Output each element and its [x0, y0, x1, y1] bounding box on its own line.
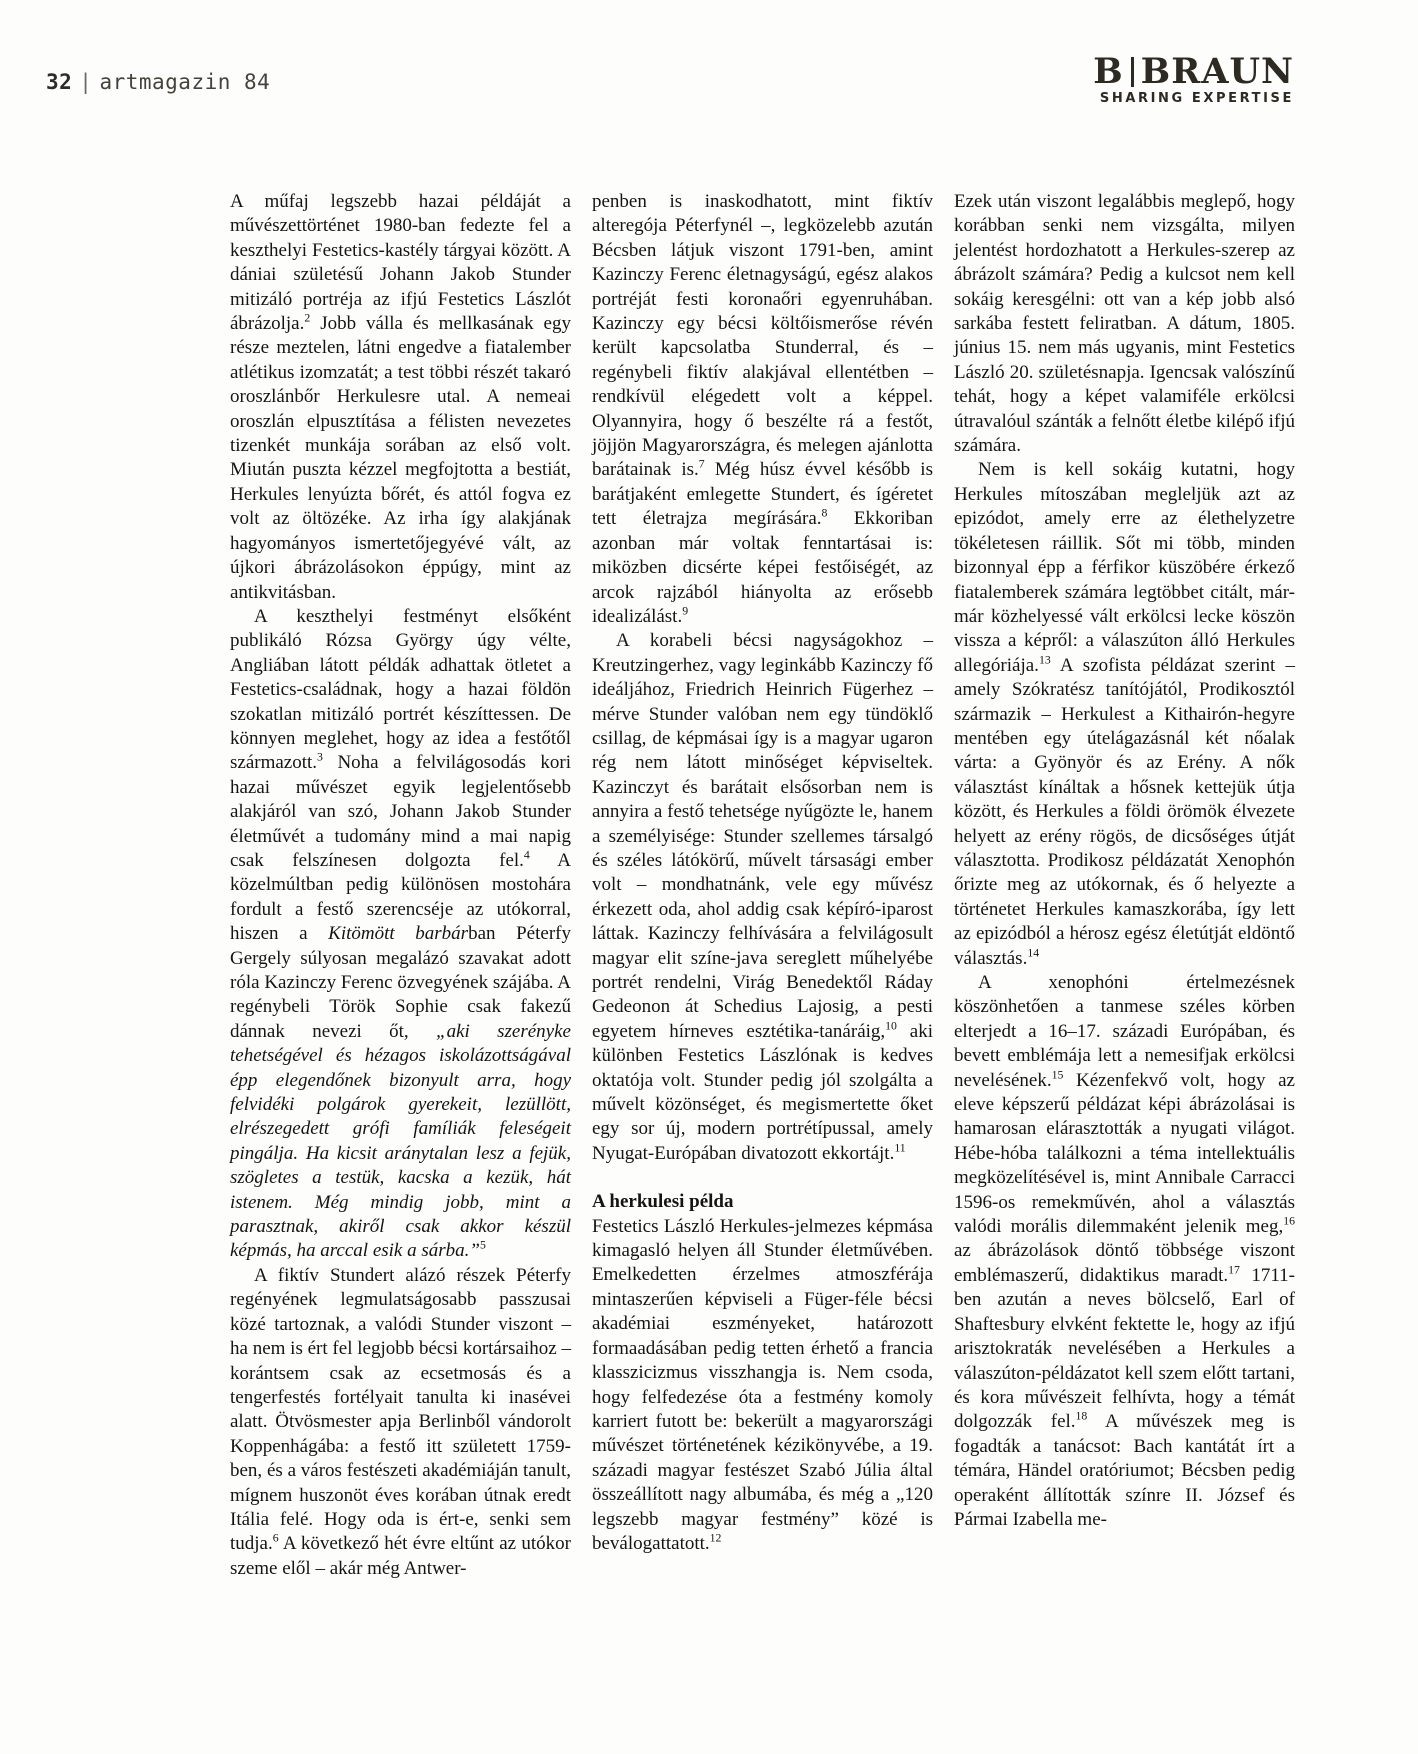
folio-separator: | — [79, 70, 93, 94]
paragraph — [592, 629, 933, 1166]
text-column — [230, 190, 571, 1581]
footnote-marker: 7 — [698, 458, 705, 472]
text-segment: Nem is kell sokáig kutatni, hogy Herkules mítoszában megleljük azt az epizódot, amely erre az élethelyzetre tökéletesen ráillik. Sőt mi több, minden bizonnyal épp a férfikor küszöbére érkező fiatalemberek számára legtöbbet citált, már-már közhelyessé vált erkölcsi lecke köszön vissza a képről: a válaszúton álló Herkules allegóriája. — [954, 459, 1295, 676]
text-segment: A következő hét évre eltűnt az utókor szeme elől – akár még Antwer- — [230, 1533, 571, 1579]
text-segment: A keszthelyi festményt elsőként publikáló Rózsa György úgy vélte, Angliában látott példák adhattak ötletet a Festetics-családnak, hogy a hazai földön szokatlan mitizáló portrét készíttessen. De könnyen meglehet, hogy az idea a festőtől származott. — [230, 605, 571, 774]
footnote-marker: 16 — [1283, 1214, 1295, 1228]
bbraun-logo-tagline: SHARING EXPERTISE — [1099, 91, 1294, 106]
footnote-marker: 14 — [1027, 946, 1040, 960]
text-segment: A közelmúltban pedig különösen mostohára fordult a festő szerencséje az utókorral, hiszen a — [230, 849, 571, 945]
bbraun-logo-b: B — [1093, 51, 1124, 92]
footnote-marker: 17 — [1228, 1263, 1240, 1277]
text-segment: Ekkoriban azonban már voltak fenntartásai is: miközben dicsérte képei festőiségét, az arcok rajzából hiányolta az erősebb idealizálást. — [592, 508, 933, 627]
footnote-marker: 9 — [682, 604, 689, 618]
text-segment: Festetics László Herkules-jelmezes képmása kimagasló helyen áll Stunder életművében. Emelkedetten érzelmes atmoszférája mintaszerűen képviseli a Füger-féle bécsi akadémiai eszményeket, határozott formaadásában pedig tetten érhető a francia klasszicizmus visszhangja is. Nem csoda, hogy felfedezése óta a festmény komoly karriert futott be: bekerült a magyarországi művészet történetének kézikönyvébe, a 19. századi magyar festészet Szabó Júlia által összeállított nagy albumába, és még a „120 legszebb magyar festmény” közé is beválogattatott. — [592, 1215, 933, 1554]
footnote-marker: 13 — [1038, 653, 1051, 667]
text-segment: A művészek meg is fogadták a tanácsot: Bach kantátát írt a témára, Händel oratóriumot; Bécsben pedig operaként állították színre II. József és Pármai Izabella me- — [954, 1411, 1295, 1530]
paragraph — [230, 1264, 571, 1581]
paragraph — [592, 1215, 933, 1557]
footnote-marker: 4 — [523, 848, 530, 862]
footnote-marker: 6 — [272, 1532, 279, 1546]
text-segment: A műfaj legszebb hazai példáját a művészettörténet 1980-ban fedezte fel a keszthelyi Festetics-kastély tárgyai között. A dániai születésű Johann Jakob Stunder mitizáló portréja az ifjú Festetics Lászlót ábrázolja. — [230, 191, 571, 335]
text-segment: Ezek után viszont legalábbis meglepő, hogy korábban senki nem vizsgálta, milyen jelentést hordozhatott a Herkules-szerep az ábrázolt számára? Pedig a kulcsot nem kell sokáig keresgélni: ott van a kép jobb alsó sarkába festett feliratban. A dátum, 1805. június 15. nem más ugyanis, mint Festetics László 20. születésnapja. Igencsak valószínű tehát, hogy a képet valamiféle erkölcsi útravalóul szánták a felnőtt életbe kilépő ifjú számára. — [954, 191, 1295, 457]
text-segment: Noha a felvilágosodás kori hazai művészet egyik legjelentősebb alakjáról van szó, Johann Jakob Stunder életművét a tudomány mind a mai napig csak felszínesen dolgozta fel. — [230, 752, 571, 871]
text-segment: ban Péterfy Gergely súlyosan megalázó szavakat adott róla Kazinczy Ferenc özvegyének szájába. A regénybeli Török Sophie csak fakezű dánnak nevezi őt, — [230, 923, 571, 1042]
text-segment: A xenophóni értelmezésnek köszönhetően a tanmese széles körben elterjedt a 16–17. századi Európában, és bevett emblémája lett a nemesifjak erkölcsi nevelésének. — [954, 972, 1295, 1091]
magazine-title: artmagazin 84 — [99, 70, 271, 94]
bbraun-logo-braun: BRAUN — [1140, 51, 1294, 92]
text-segment: aki különben Festetics Lászlónak is kedves oktatója volt. Stunder pedig jól szolgálta a művelt közönséget, és megismertette őket egy sor új, modern portrétípussal, amely Nyugat-Európában divatozott ekkortájt. — [592, 1020, 933, 1164]
footnote-marker: 10 — [885, 1019, 897, 1033]
paragraph — [230, 190, 571, 605]
text-segment: Kitömött barbár — [328, 923, 469, 945]
text-segment: A korabeli bécsi nagyságokhoz – Kreutzingerhez, vagy leginkább Kazinczy fő ideáljához, Friedrich Heinrich Fügerhez – mérve Stunder valóban nem egy tündöklő csillag, de képmásai így is a magyar ugaron rég nem látott minőséget képviseltek. Kazinczyt és barátait elsősorban nem is annyira a festő tehetsége nyűgözte le, hanem a személyisége: Stunder szellemes társalgó és széles látókörű, művelt társasági ember volt – mondhatnánk, vele egy művész érkezett oda, ahol addig csak képíró-iparost láttak. Kazinczy felhívására a felvilágosult magyar elit színe-java sereglett műhelyébe portrét rendelni, Virág Benedektől Ráday Gedeonon át Schedius Lajosig, a pesti egyetem hírneves esztétika-tanáráig, — [592, 630, 933, 1042]
text-segment: A szofista példázat szerint – amely Szókratész tanítójától, Prodikosztól származik – Herkulest a Kithairón-hegyre mentében egy útelágazásnál két nőalak várta: a Gyönyör és az Erény. A nők választást kínáltak a hősnek kettejük útja között, és Herkules a földi örömök élvezete helyett az erény rögös, de dicsőséges útját választotta. Prodikosz példázatát Xenophón őrizte meg az utókornak, és ő helyezte a történetet Herkules kamaszkorába, így lett az epizódból a hérosz egész életútját eldöntő választás. — [954, 654, 1295, 969]
text-segment: „aki szerényke tehetségével és hézagos iskolázottságával épp elegendőnek bizonyult arra, hogy felvidéki polgárok gyerekeit, lezüllött, elrészegedett grófi famíliák feleségeit pingálja. Ha kicsit aránytalan lesz a fejük, szögletes a testük, kacska a kezük, hát istenem. Még mindig jobb, mint a parasztnak, akiről csak akkor készül képmás, ha arccal esik a sárba.” — [230, 1020, 571, 1262]
paragraph — [230, 605, 571, 1264]
bbraun-logo-wordmark — [1093, 51, 1294, 92]
footnote-marker: 18 — [1075, 1409, 1088, 1423]
page-folio — [46, 70, 270, 94]
bbraun-logo — [1093, 51, 1294, 106]
text-segment: Jobb válla és mellkasának egy része meztelen, látni engedve a fiatalember atlétikus izomzatát; a test többi részét takaró oroszlánbőr Herkulesre utal. A nemeai oroszlán elpusztítása a félisten nevezetes tizenkét munkája sorában az első volt. Miután puszta kézzel megfojtotta a bestiát, Herkules lenyúzta bőrét, és attól fogva ez volt az öltözéke. Az irha így alakjának hagyományos ismertetőjegyévé vált, az újkori ábrázolásokon éppúgy, mint az antikvitásban. — [230, 313, 571, 603]
footnote-marker: 5 — [479, 1239, 486, 1253]
text-segment: penben is inaskodhatott, mint fiktív alteregója Péterfynél –, legközelebb azután Bécsben látjuk viszont 1791-ben, amint Kazinczy Ferenc életnagyságú, egész alakos portréját festi koronaőri egyenruhában. Kazinczy egy bécsi költőismerőse révén került kapcsolatba Stunderral, és – regénybeli fiktív alakjával ellentétben – rendkívül elégedett volt a képpel. Olyannyira, hogy ő beszélte rá a festőt, jöjjön Magyarországra, és melegen ajánlotta barátainak is. — [592, 191, 933, 481]
text-column — [592, 190, 933, 1556]
footnote-marker: 11 — [894, 1141, 906, 1155]
text-column — [954, 190, 1295, 1532]
footnote-marker: 8 — [821, 506, 828, 520]
paragraph — [954, 971, 1295, 1532]
text-segment: A fiktív Stundert alázó részek Péterfy regényének legmulatságosabb passzusai közé tartoznak, a valódi Stunder viszont – ha nem is ért fel legjobb bécsi kortársaihoz – korántsem csak az ecsetmosás és a tengerfestés fortélyait tanulta ki inasévei alatt. Ötvösmester apja Berlinből vándorolt Koppenhágába: a festő itt született 1759-ben, és a város festészeti akadémiáján tanult, mígnem huszonöt éves korában útnak eredt Itália felé. Hogy oda is ért-e, senki sem tudja. — [230, 1264, 571, 1555]
bbraun-logo-divider — [1131, 57, 1134, 87]
text-segment: az ábrázolások döntő többsége viszont emblémaszerű, didaktikus maradt. — [954, 1240, 1295, 1286]
paragraph — [954, 190, 1295, 458]
paragraph — [592, 190, 933, 629]
footnote-marker: 2 — [304, 311, 311, 325]
text-segment: Még húsz évvel később is barátjaként emlegette Stundert, és ígéretet tett életrajza megírására. — [592, 459, 933, 530]
page-number: 32 — [46, 70, 73, 94]
footnote-marker: 3 — [317, 751, 323, 765]
section-heading: A herkulesi példa — [592, 1191, 734, 1213]
paragraph — [954, 458, 1295, 971]
footnote-marker: 12 — [709, 1531, 722, 1545]
text-segment: Kézenfekvő volt, hogy az eleve képszerű példázat képi ábrázolásai is hamarosan elárasztották a nyugati világot. Hébe-hóba találkozni a téma intellektuális megközelítésével is, mint Annibale Carracci 1596-os remekművén, ahol a választás valódi morális dilemmaként jelenik meg, — [954, 1069, 1295, 1238]
text-segment: 1711-ben azután a neves bölcselő, Earl of Shaftesbury elvként fektette le, hogy az ifjú arisztokraták nevelésében a Herkules a válaszúton-példázatot kell szem előtt tartani, és kora művészeit felhívta, hogy a témát dolgozzák fel. — [954, 1264, 1296, 1433]
footnote-marker: 15 — [1051, 1068, 1064, 1082]
